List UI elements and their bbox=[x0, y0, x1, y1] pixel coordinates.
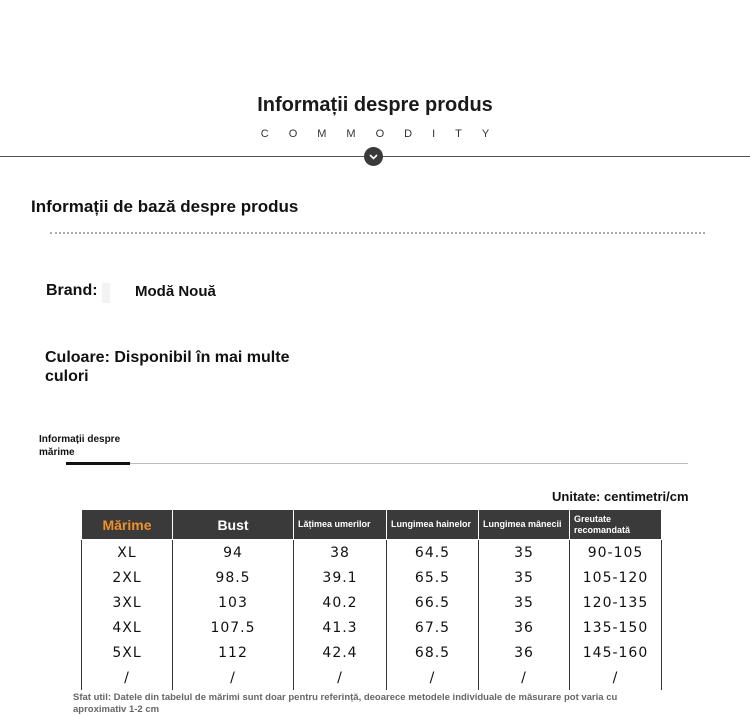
table-cell: / bbox=[387, 665, 479, 690]
table-cell: XL bbox=[82, 540, 173, 566]
table-cell: 66.5 bbox=[387, 590, 479, 615]
table-cell: 90-105 bbox=[570, 540, 662, 566]
table-cell: 36 bbox=[479, 615, 570, 640]
size-table bbox=[81, 509, 662, 690]
table-cell: 39.1 bbox=[294, 565, 387, 590]
table-cell: 120-135 bbox=[570, 590, 662, 615]
table-cell: 36 bbox=[479, 640, 570, 665]
table-cell: / bbox=[294, 665, 387, 690]
sizing-note: Sfat util: Datele din tabelul de mărimi sunt doar pentru referință, deoarece metodele individuale de măsurare pot varia cu aproximativ 1-2 cm bbox=[73, 692, 618, 715]
column-header: Greutate recomandată bbox=[570, 510, 662, 540]
table-cell: 64.5 bbox=[387, 540, 479, 566]
table-cell: 4XL bbox=[82, 615, 173, 640]
size-table-container bbox=[81, 509, 661, 690]
table-cell: / bbox=[479, 665, 570, 690]
table-cell: 94 bbox=[173, 540, 294, 566]
color-info: Culoare: Disponibil în mai multe culori bbox=[45, 349, 290, 385]
table-cell: 3XL bbox=[82, 590, 173, 615]
unit-label: Unitate: centimetri/cm bbox=[552, 489, 689, 504]
table-cell: 35 bbox=[479, 540, 570, 566]
table-cell: 103 bbox=[173, 590, 294, 615]
brand-label: Brand: bbox=[46, 282, 98, 299]
table-cell: 98.5 bbox=[173, 565, 294, 590]
table-cell: 65.5 bbox=[387, 565, 479, 590]
table-row bbox=[82, 640, 662, 665]
table-row bbox=[82, 565, 662, 590]
column-header: Mărime bbox=[82, 510, 173, 540]
size-table-header bbox=[82, 510, 662, 540]
table-cell: 41.3 bbox=[294, 615, 387, 640]
table-row bbox=[82, 590, 662, 615]
table-cell: / bbox=[82, 665, 173, 690]
table-cell: 2XL bbox=[82, 565, 173, 590]
table-cell: 40.2 bbox=[294, 590, 387, 615]
page-subtitle: COMMODITY bbox=[260, 128, 510, 140]
brand-value: Modă Nouă bbox=[135, 283, 216, 300]
size-info-heading: Informații despre mărime bbox=[39, 434, 121, 458]
size-divider bbox=[66, 463, 688, 464]
table-cell: 107.5 bbox=[173, 615, 294, 640]
table-cell: 67.5 bbox=[387, 615, 479, 640]
table-cell: / bbox=[570, 665, 662, 690]
table-cell: 135-150 bbox=[570, 615, 662, 640]
table-cell: 112 bbox=[173, 640, 294, 665]
table-cell: 68.5 bbox=[387, 640, 479, 665]
column-header: Lățimea umerilor bbox=[294, 510, 387, 540]
dotted-divider bbox=[50, 232, 705, 234]
table-cell: 42.4 bbox=[294, 640, 387, 665]
basic-info-heading: Informații de bază despre produs bbox=[31, 197, 299, 216]
table-cell: 38 bbox=[294, 540, 387, 566]
table-cell: 145-160 bbox=[570, 640, 662, 665]
table-cell: 35 bbox=[479, 590, 570, 615]
table-row bbox=[82, 615, 662, 640]
column-header: Lungimea hainelor bbox=[387, 510, 479, 540]
table-cell: 105-120 bbox=[570, 565, 662, 590]
column-header: Lungimea mânecii bbox=[479, 510, 570, 540]
table-cell: 35 bbox=[479, 565, 570, 590]
page-title: Informații despre produs bbox=[257, 94, 493, 116]
table-cell: 5XL bbox=[82, 640, 173, 665]
size-divider-accent bbox=[66, 462, 130, 465]
column-header: Bust bbox=[173, 510, 294, 540]
brand-mark bbox=[102, 283, 110, 303]
table-cell: / bbox=[173, 665, 294, 690]
table-row bbox=[82, 540, 662, 566]
chevron-down-icon-glyph bbox=[364, 147, 383, 166]
chevron-down-icon[interactable] bbox=[364, 147, 383, 166]
table-row bbox=[82, 665, 662, 690]
